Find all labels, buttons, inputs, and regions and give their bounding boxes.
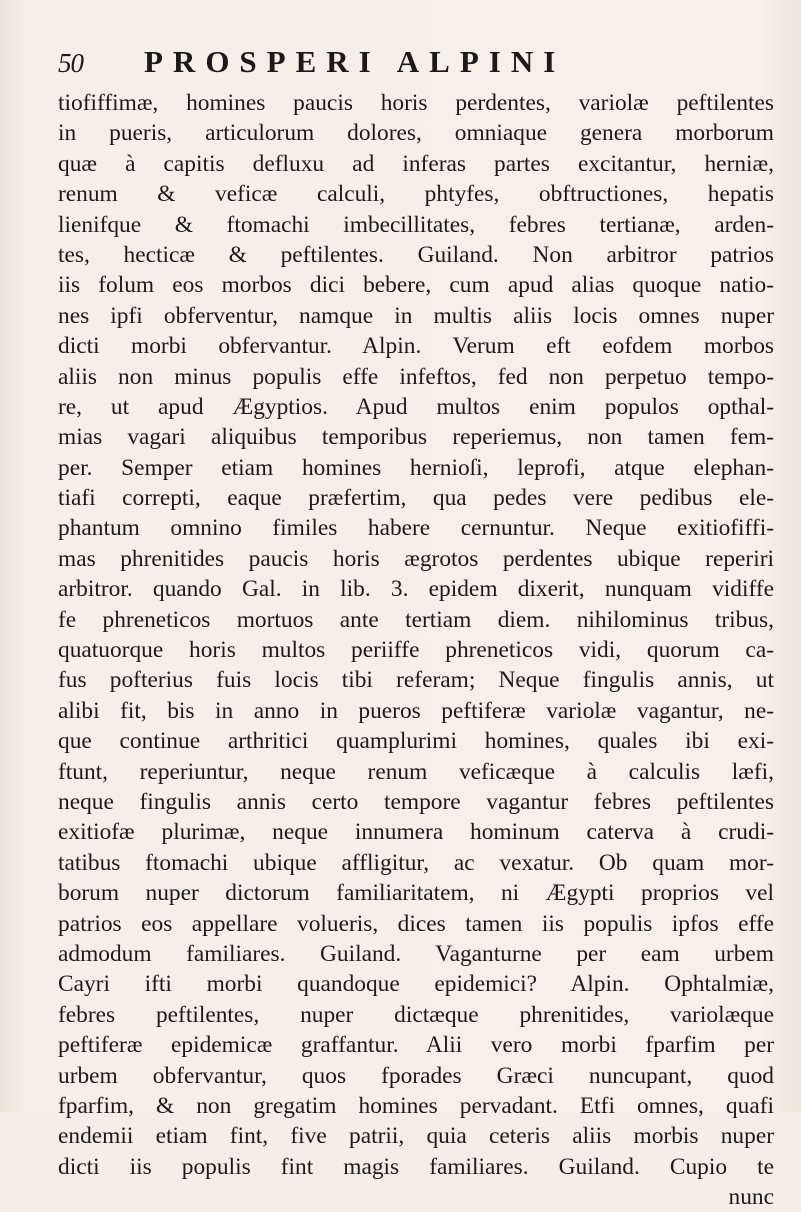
text-line: nunc	[728, 1184, 774, 1211]
text-line: peftiferæ epidemicæ graffantur. Alii vero morbi fparfim per	[58, 1032, 774, 1059]
text-line: admodum familiares. Guiland. Vaganturne per eam urbem	[58, 940, 774, 967]
text-line: renum & veficæ calculi, phtyfes, obftructiones, hepatis	[58, 181, 774, 208]
text-line: ftunt, reperiuntur, neque renum veficæque à calculis læfi,	[58, 758, 774, 785]
text-line: quatuorque horis multos periiffe phreneticos vidi, quorum ca-	[58, 637, 774, 664]
text-line: arbitror. quando Gal. in lib. 3. epidem dixerit, nunquam vidiffe	[58, 576, 774, 603]
text-line: exitiofæ plurimæ, neque innumera hominum caterva à crudi-	[58, 819, 774, 846]
text-line: mias vagari aliquibus temporibus reperiemus, non tamen fem-	[58, 424, 774, 451]
text-line: quæ à capitis defluxu ad inferas partes excitantur, herniæ,	[58, 150, 774, 177]
text-line: alibi fit, bis in anno in pueros peftiferæ variolæ vagantur, ne-	[58, 697, 774, 724]
text-line: in pueris, articulorum dolores, omniaque genera morborum	[58, 120, 774, 147]
text-line: fus pofterius fuis locis tibi referam; Neque fingulis annis, ut	[58, 667, 774, 694]
text-line: lienifque & ftomachi imbecillitates, febres tertianæ, arden-	[58, 211, 774, 238]
text-line: tiofiffimæ, homines paucis horis perdentes, variolæ peftilentes	[58, 90, 774, 116]
text-line: tiafi correpti, eaque præfertim, qua pedes vere pedibus ele-	[58, 485, 774, 512]
text-line: phantum omnino fimiles habere cernuntur. Neque exitiofiffi-	[58, 515, 774, 542]
text-line: nes ipfi obferventur, namque in multis aliis locis omnes nuper	[58, 302, 774, 329]
text-line: fe phreneticos mortuos ante tertiam diem. nihilominus tribus,	[58, 606, 774, 633]
running-title: PROSPERI ALPINI	[144, 44, 566, 79]
text-line: fparfim, & non gregatim homines pervadant. Etfi omnes, quafi	[58, 1092, 774, 1119]
text-line: Cayri ifti morbi quandoque epidemici? Alpin. Ophtalmiæ,	[58, 971, 774, 998]
text-line: febres peftilentes, nuper dictæque phrenitides, variolæque	[58, 1001, 774, 1028]
text-line: iis folum eos morbos dici bebere, cum apud alias quoque natio-	[58, 272, 774, 299]
body-text	[58, 88, 774, 1212]
text-line: tes, hecticæ & peftilentes. Guiland. Non arbitror patrios	[58, 241, 774, 268]
text-line: re, ut apud Ægyptios. Apud multos enim populos opthal-	[58, 393, 774, 420]
text-line: dicti morbi obfervantur. Alpin. Verum eft eofdem morbos	[58, 333, 774, 360]
page-number: 50	[58, 48, 83, 78]
text-line: borum nuper dictorum familiaritatem, ni Ægypti proprios vel	[58, 880, 774, 907]
text-line: que continue arthritici quamplurimi homines, quales ibi exi-	[58, 728, 774, 755]
text-line: urbem obfervantur, quos fporades Græci nuncupant, quod	[58, 1062, 774, 1089]
text-line: neque fingulis annis certo tempore vagantur febres peftilentes	[58, 788, 774, 815]
text-line: mas phrenitides paucis horis ægrotos perdentes ubique reperiri	[58, 545, 774, 572]
text-line: dicti iis populis fint magis familiares. Guiland. Cupio te	[58, 1153, 774, 1180]
page-header	[58, 44, 758, 84]
text-line: endemii etiam fint, five patrii, quia ceteris aliis morbis nuper	[58, 1123, 774, 1150]
text-line: tatibus ftomachi ubique affligitur, ac vexatur. Ob quam mor-	[58, 849, 774, 876]
text-line: per. Semper etiam homines hernioſi, leprofi, atque elephan-	[58, 454, 774, 481]
text-line: patrios eos appellare volueris, dices tamen iis populis ipfos effe	[58, 910, 774, 937]
text-line: aliis non minus populis effe infeftos, fed non perpetuo tempo-	[58, 363, 774, 390]
